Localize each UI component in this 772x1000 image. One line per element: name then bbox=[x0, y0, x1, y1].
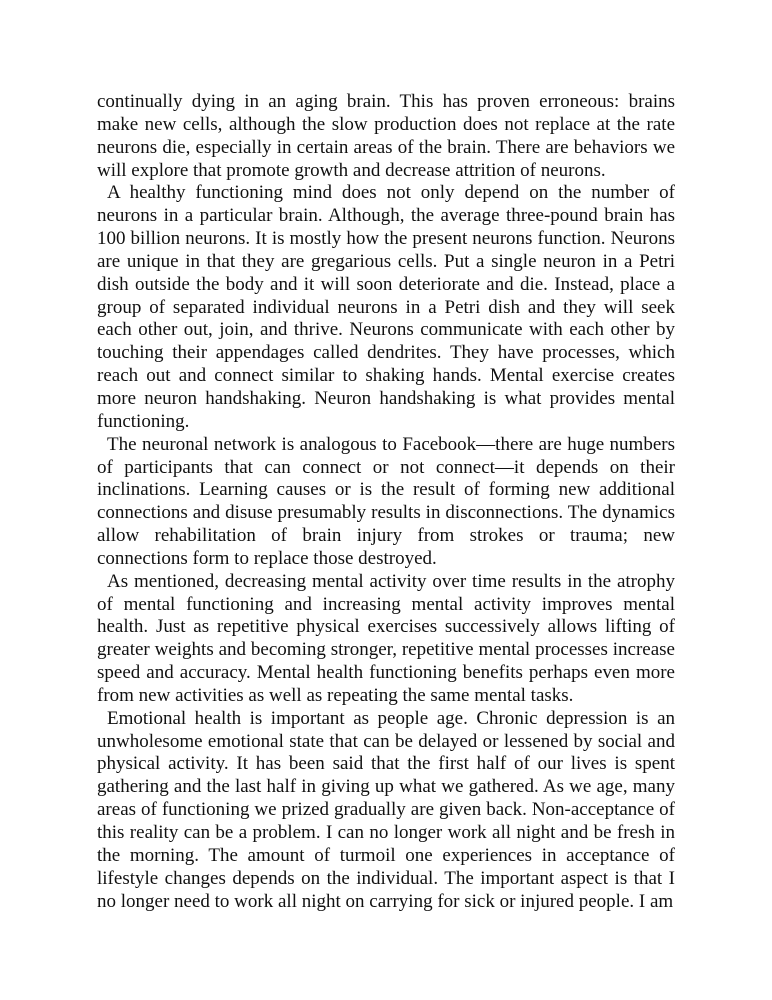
paragraph-mental-activity: As mentioned, decreasing mental activity over time results in the atrophy of mental functioning and increasing mental activity improves mental health. Just as repetitive physical exercises successively allows lifting of greater weights and becoming stronger, repetitive mental processes increase speed and accuracy. Mental health functioning benefits perhaps even more from new activities as well as repeating the same mental tasks. bbox=[97, 570, 675, 706]
body-text bbox=[97, 91, 675, 913]
paragraph-emotional-health: Emotional health is important as people age. Chronic depression is an unwholesome emotional state that can be delayed or lessened by social and physical activity. It has been said that the first half of our lives is spent gathering and the last half in giving up what we gathered. As we age, many areas of functioning we prized gradually are given back. Non-acceptance of this reality can be a problem. I can no longer work all night and be fresh in the morning. The amount of turmoil one experiences in acceptance of lifestyle changes depends on the individual. The important aspect is that I no longer need to work all night on carrying for sick or injured people. I am bbox=[97, 707, 675, 912]
paragraph-neuronal-network: The neuronal network is analogous to Facebook—there are huge numbers of participants that can connect or not connect—it depends on their inclinations. Learning causes or is the result of forming new additional connections and disuse presumably results in disconnections. The dynamics allow rehabilitation of brain injury from strokes or trauma; new connections form to replace those destroyed. bbox=[97, 433, 675, 569]
paragraph-healthy-mind: A healthy functioning mind does not only depend on the number of neurons in a particular brain. Although, the average three-pound brain has 100 billion neurons. It is mostly how the present neurons function. Neurons are unique in that they are gregarious cells. Put a single neuron in a Petri dish outside the body and it will soon deteriorate and die. Instead, place a group of separated individual neurons in a Petri dish and they will seek each other out, join, and thrive. Neurons communicate with each other by touching their appendages called dendrites. They have processes, which reach out and connect similar to shaking hands. Mental exercise creates more neuron handshaking. Neuron handshaking is what provides mental functioning. bbox=[97, 182, 675, 432]
paragraph-continuation: continually dying in an aging brain. This has proven erroneous: brains make new cells, although the slow production does not replace at the rate neurons die, especially in certain areas of the brain. There are behaviors we will explore that promote growth and decrease attrition of neurons. bbox=[97, 91, 675, 181]
